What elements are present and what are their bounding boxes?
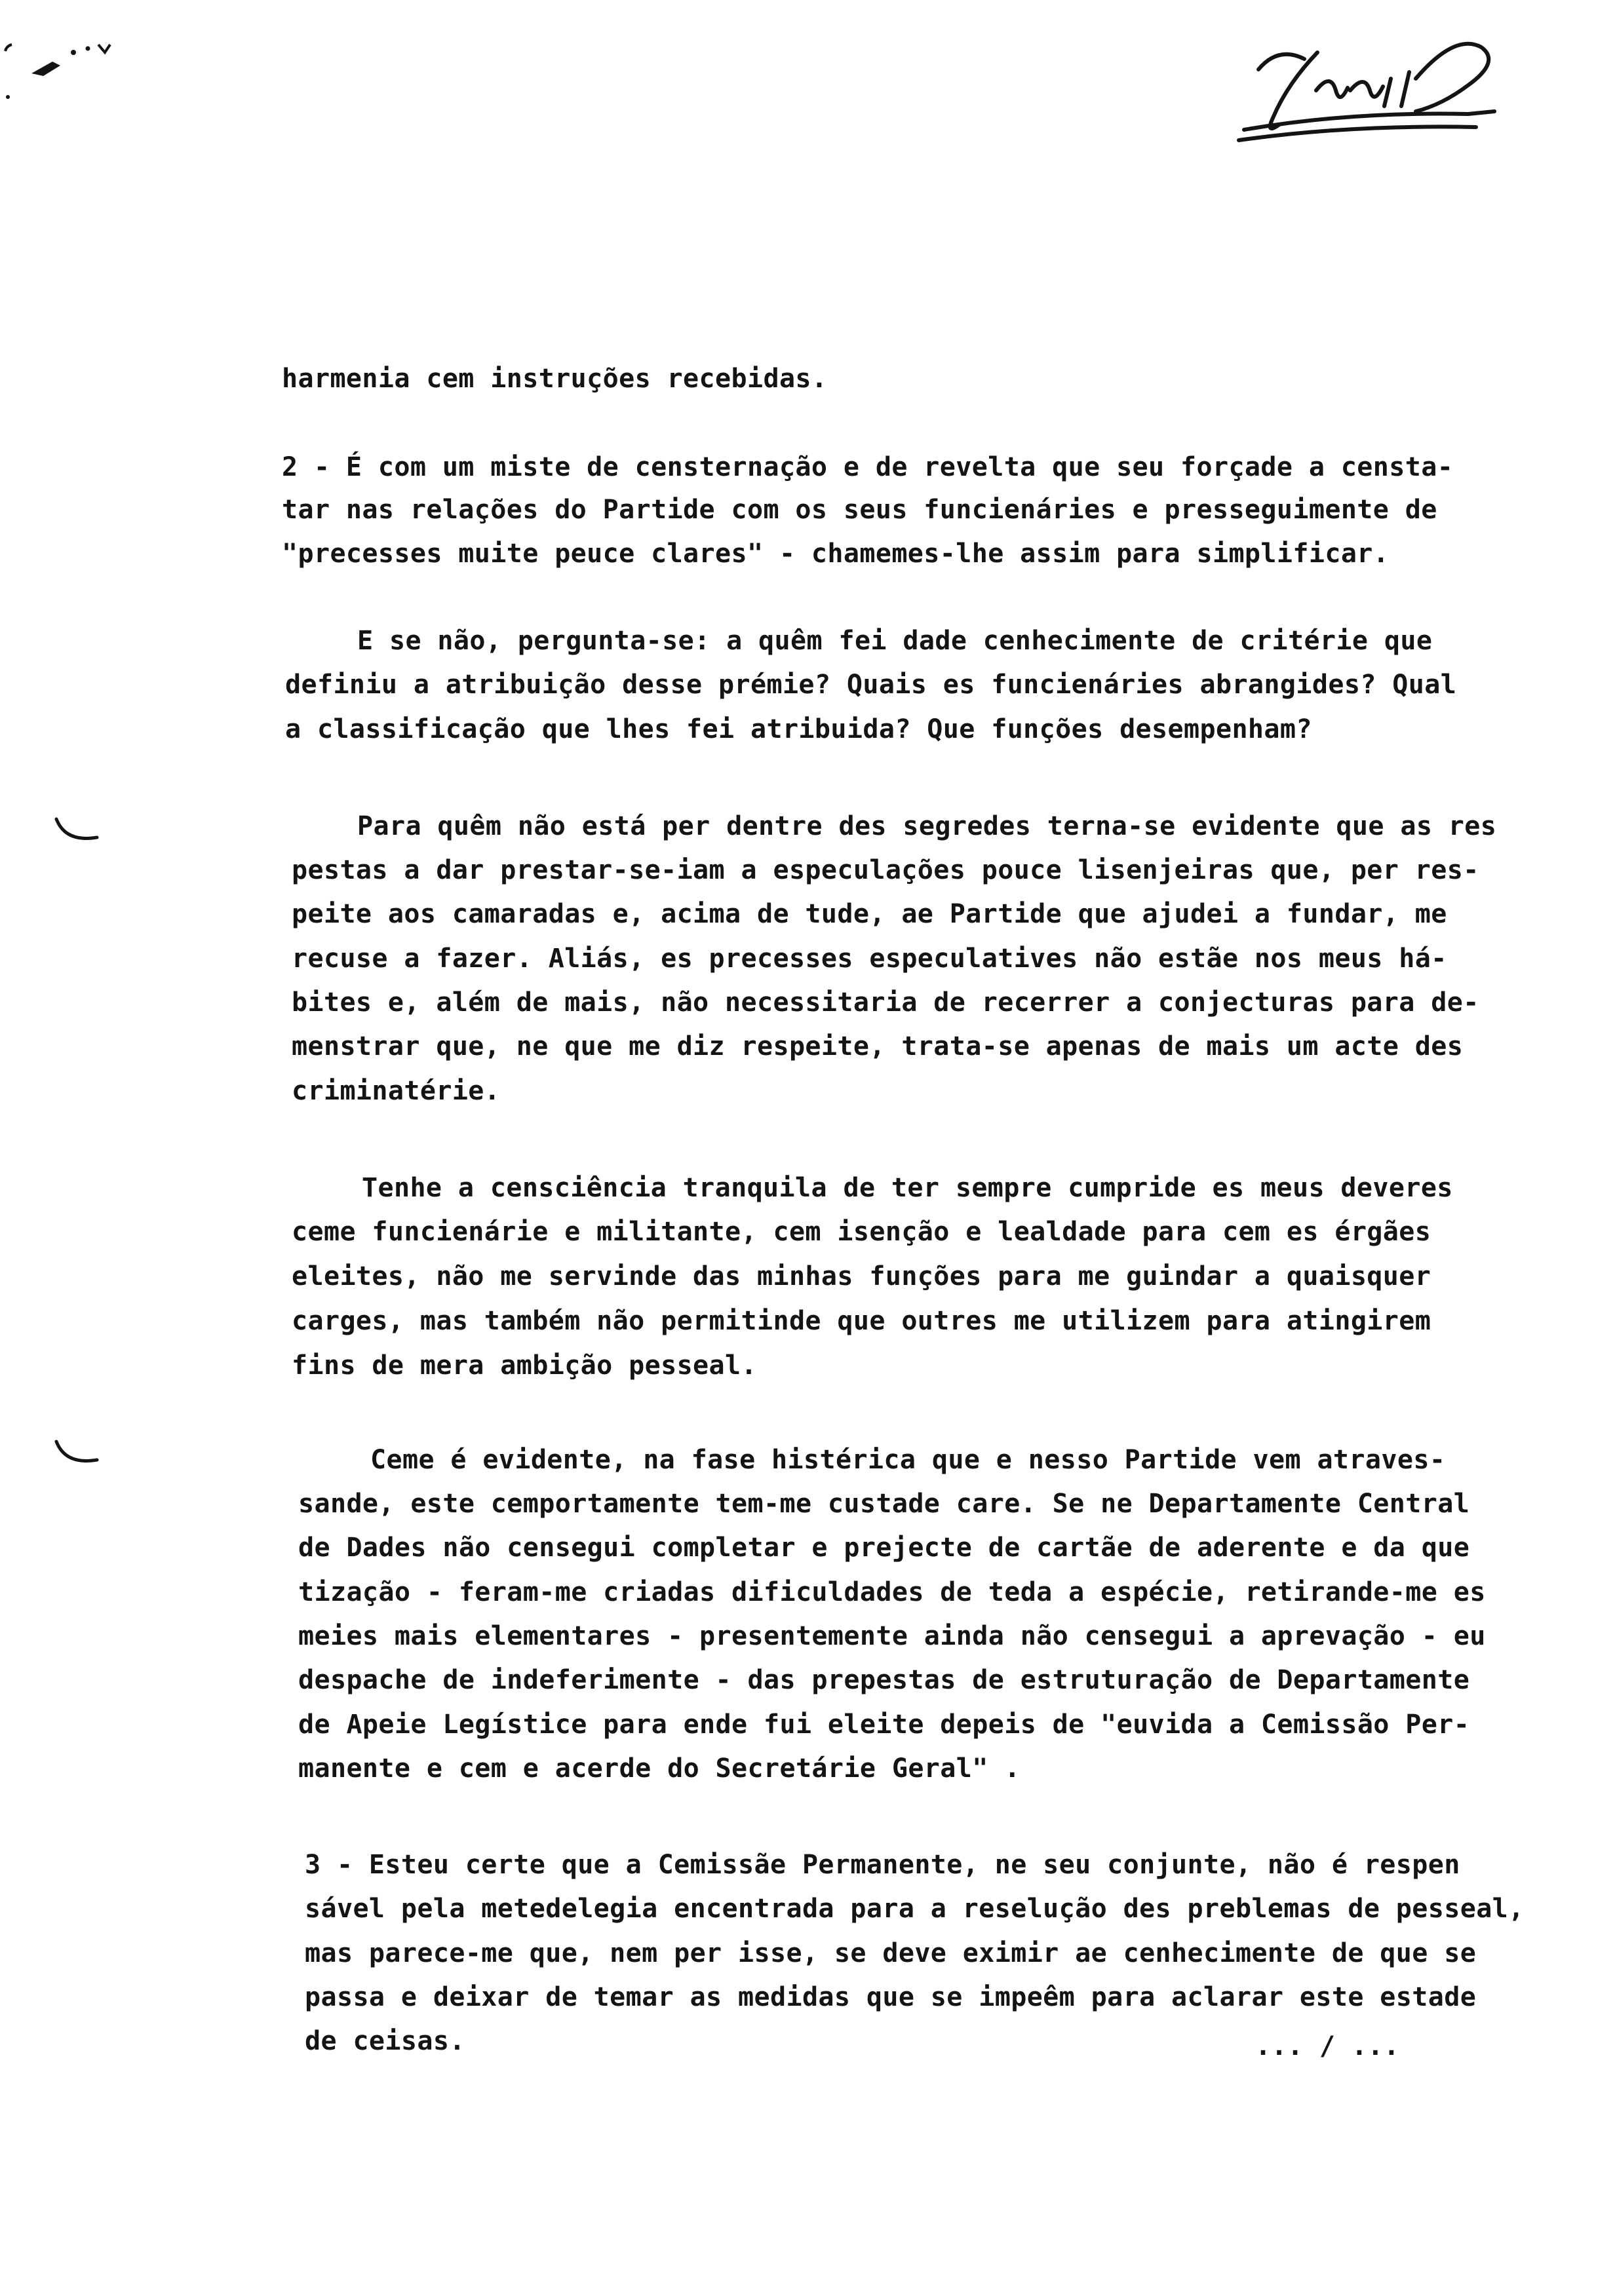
text-line: Ceme é evidente, na fase histérica que e nesso Partide vem atraves- bbox=[370, 1445, 1446, 1475]
text-line: fins de mera ambição pesseal. bbox=[292, 1350, 757, 1381]
corner-ink-mark bbox=[0, 13, 125, 105]
text-line: 3 - Esteu certe que a Cemissãe Permanente, ne seu conjunte, não é respen bbox=[305, 1850, 1460, 1880]
text-line: 2 - É com um miste de censternação e de revelta que seu forçade a censta- bbox=[282, 452, 1454, 482]
text-line: mas parece-me que, nem per isse, se deve eximir ae cenhecimente de que se bbox=[305, 1938, 1477, 1968]
text-line: carges, mas também não permitinde que outres me utilizem para atingirem bbox=[292, 1306, 1431, 1336]
text-line: peite aos camaradas e, acima de tude, ae Partide que ajudei a fundar, me bbox=[292, 899, 1447, 929]
text-line: pestas a dar prestar-se-iam a especulações pouce lisenjeiras que, per res- bbox=[292, 855, 1479, 885]
text-line: manente e cem e acerde do Secretárie Geral" . bbox=[298, 1753, 1021, 1784]
text-line: de Dades não censegui completar e prejecte de cartãe de aderente e da que bbox=[298, 1533, 1470, 1563]
continuation-marker: ... / ... bbox=[1255, 2031, 1400, 2061]
text-line: bites e, além de mais, não necessitaria de recerrer a conjecturas para de- bbox=[292, 987, 1479, 1018]
text-line: de ceisas. bbox=[305, 2026, 465, 2056]
text-line: tização - feram-me criadas dificuldades de teda a espécie, retirande-me es bbox=[298, 1577, 1486, 1607]
text-line: passa e deixar de temar as medidas que se impeêm para aclarar este estade bbox=[305, 1982, 1477, 2012]
text-line: harmenia cem instruções recebidas. bbox=[282, 364, 828, 394]
text-line: meies mais elementares - presentemente ainda não censegui a aprevação - eu bbox=[298, 1621, 1486, 1651]
text-line: eleites, não me servinde das minhas funções para me guindar a quaisquer bbox=[292, 1261, 1431, 1292]
text-line: "precesses muite peuce clares" - chamemes-lhe assim para simplificar. bbox=[282, 539, 1390, 569]
text-line: criminatérie. bbox=[292, 1076, 501, 1106]
text-line: recuse a fazer. Aliás, es precesses especulatives não estãe nos meus há- bbox=[292, 944, 1447, 974]
text-line: a classificação que lhes fei atribuida? Que funções desempenham? bbox=[285, 714, 1312, 744]
text-line: Tenhe a censciência tranquila de ter sempre cumpride es meus deveres bbox=[362, 1173, 1453, 1203]
text-line: E se não, pergunta-se: a quêm fei dade cenhecimente de critérie que bbox=[357, 626, 1433, 656]
text-line: menstrar que, ne que me diz respeite, trata-se apenas de mais um acte des bbox=[292, 1031, 1464, 1062]
text-line: Para quêm não está per dentre des segredes terna-se evidente que as res bbox=[357, 811, 1497, 841]
text-line: sável pela metedelegia encentrada para a reselução des preblemas de pesseal, bbox=[305, 1894, 1525, 1924]
text-line: tar nas relações do Partide com os seus funcienáries e presseguimente de bbox=[282, 495, 1437, 525]
margin-check-mark bbox=[51, 813, 130, 858]
margin-check-mark bbox=[51, 1435, 130, 1481]
text-line: definiu a atribuição desse prémie? Quais es funcienáries abrangides? Qual bbox=[285, 670, 1457, 700]
handwritten-signature bbox=[1219, 13, 1521, 157]
text-line: ceme funcienárie e militante, cem isenção e lealdade para cem es érgães bbox=[292, 1217, 1431, 1247]
text-line: de Apeie Legístice para ende fui eleite depeis de "euvida a Cemissão Per- bbox=[298, 1710, 1470, 1740]
text-line: despache de indeferimente - das prepestas de estruturação de Departamente bbox=[298, 1665, 1470, 1695]
text-line: sande, este cemportamente tem-me custade care. Se ne Departamente Central bbox=[298, 1489, 1470, 1519]
